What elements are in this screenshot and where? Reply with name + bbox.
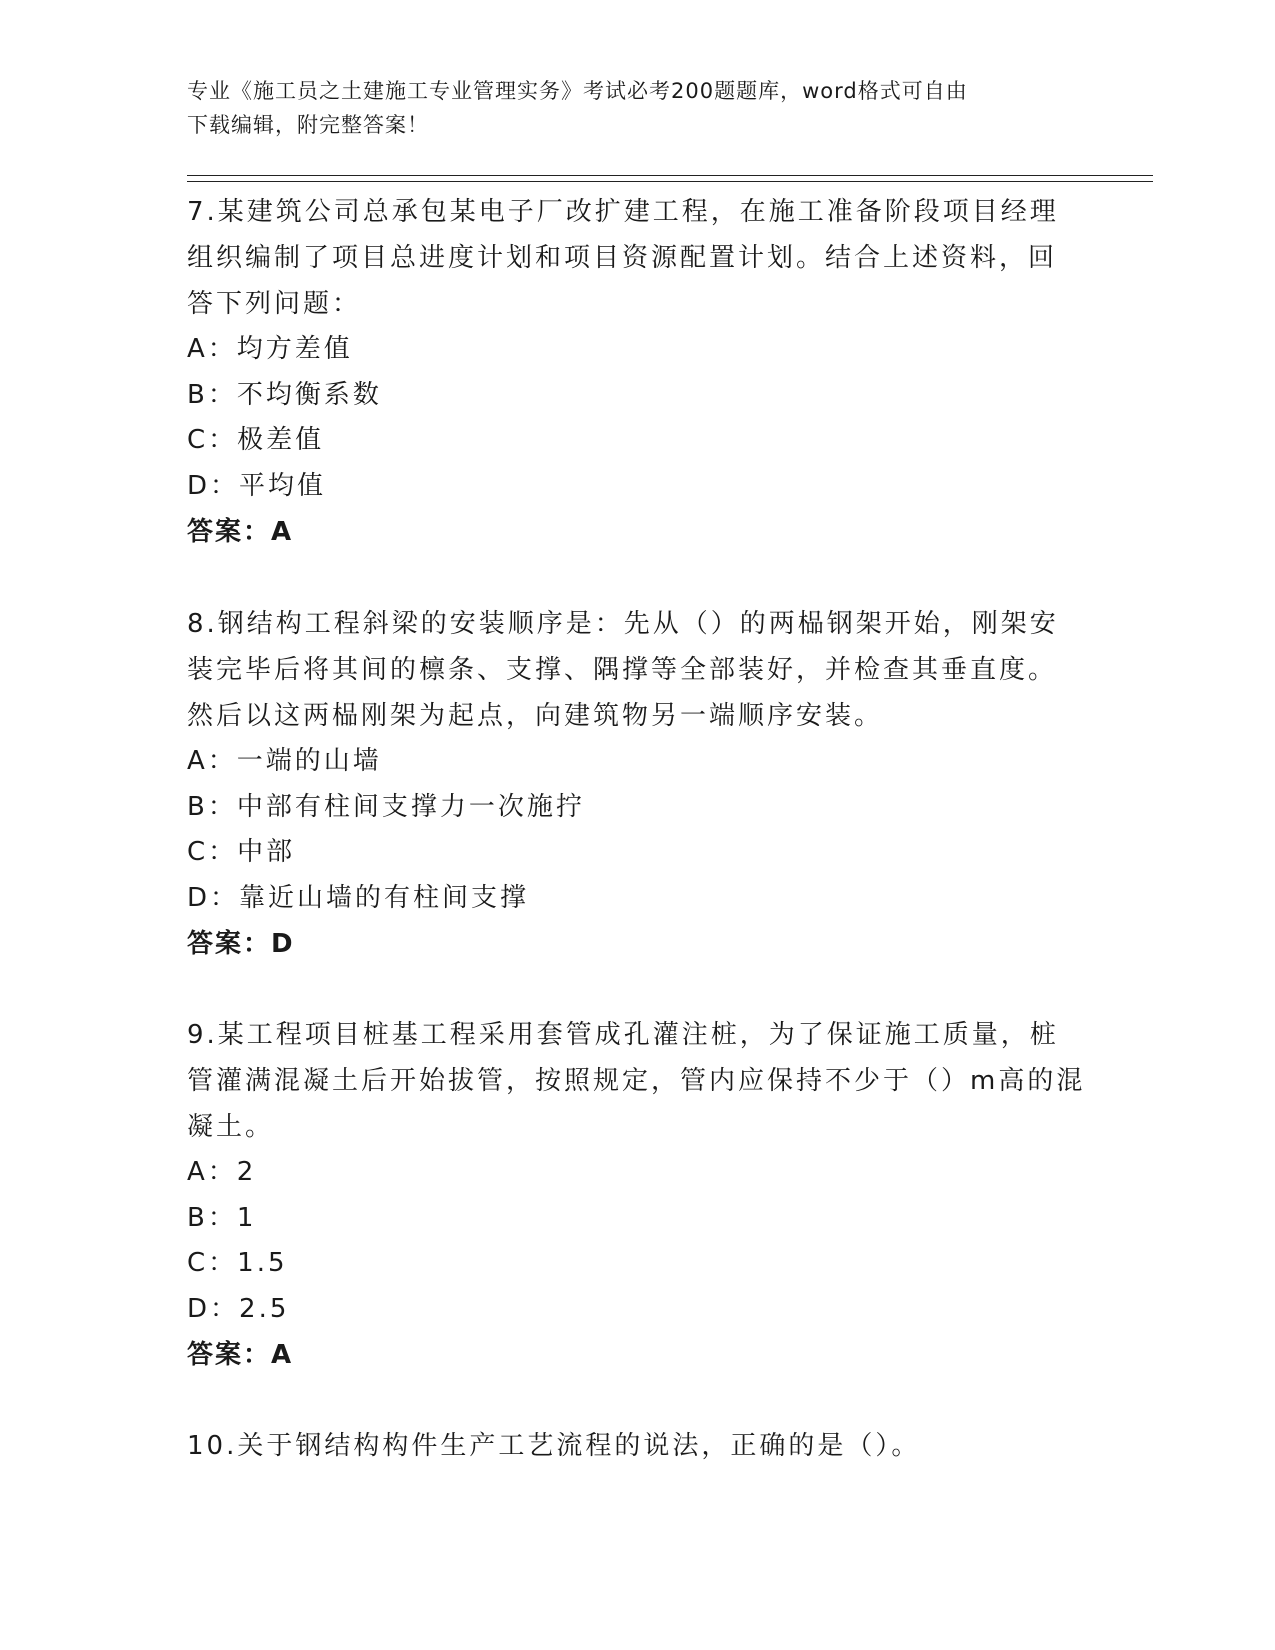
question-8 bbox=[187, 601, 1087, 967]
document-header bbox=[187, 74, 1087, 142]
question-line: 组织编制了项目总进度计划和项目资源配置计划。结合上述资料，回 bbox=[187, 243, 1058, 273]
question-line: 答下列问题： bbox=[187, 289, 362, 319]
option-d: D：平均值 bbox=[187, 470, 327, 501]
question-line: 然后以这两榀刚架为起点，向建筑物另一端顺序安装。 bbox=[187, 701, 884, 731]
question-line: 10.关于钢结构构件生产工艺流程的说法，正确的是（）。 bbox=[187, 1431, 921, 1461]
header-line-1: 专业《施工员之土建施工专业管理实务》考试必考200题题库，word格式可自由 bbox=[187, 79, 968, 103]
question-line: 8.钢结构工程斜梁的安装顺序是：先从（）的两榀钢架开始，刚架安 bbox=[187, 609, 1059, 639]
answer: 答案：A bbox=[187, 1340, 294, 1370]
question-line: 凝土。 bbox=[187, 1112, 275, 1142]
answer: 答案：D bbox=[187, 929, 295, 959]
question-line: 7.某建筑公司总承包某电子厂改扩建工程，在施工准备阶段项目经理 bbox=[187, 197, 1059, 227]
option-c: C：1.5 bbox=[187, 1248, 288, 1278]
option-a: A：一端的山墙 bbox=[187, 746, 382, 776]
option-a: A：均方差值 bbox=[187, 334, 353, 364]
option-b: B：中部有柱间支撑力一次施拧 bbox=[187, 791, 585, 822]
question-9 bbox=[187, 1012, 1087, 1378]
option-a: A：2 bbox=[187, 1157, 257, 1187]
header-divider-bottom bbox=[187, 181, 1153, 182]
question-line: 管灌满混凝土后开始拔管，按照规定，管内应保持不少于（）m高的混 bbox=[187, 1066, 1086, 1096]
header-divider-top bbox=[187, 175, 1153, 176]
question-10 bbox=[187, 1423, 1087, 1469]
question-line: 9.某工程项目桩基工程采用套管成孔灌注桩，为了保证施工质量，桩 bbox=[187, 1020, 1059, 1050]
option-c: C：极差值 bbox=[187, 425, 325, 455]
header-line-2: 下载编辑，附完整答案！ bbox=[187, 113, 429, 137]
question-7 bbox=[187, 189, 1087, 555]
option-b: B：不均衡系数 bbox=[187, 379, 382, 410]
option-d: D：靠近山墙的有柱间支撑 bbox=[187, 882, 530, 913]
option-d: D：2.5 bbox=[187, 1293, 290, 1324]
option-b: B：1 bbox=[187, 1202, 257, 1233]
answer: 答案：A bbox=[187, 517, 294, 547]
option-c: C：中部 bbox=[187, 837, 296, 867]
question-line: 装完毕后将其间的檩条、支撑、隅撑等全部装好，并检查其垂直度。 bbox=[187, 655, 1058, 685]
